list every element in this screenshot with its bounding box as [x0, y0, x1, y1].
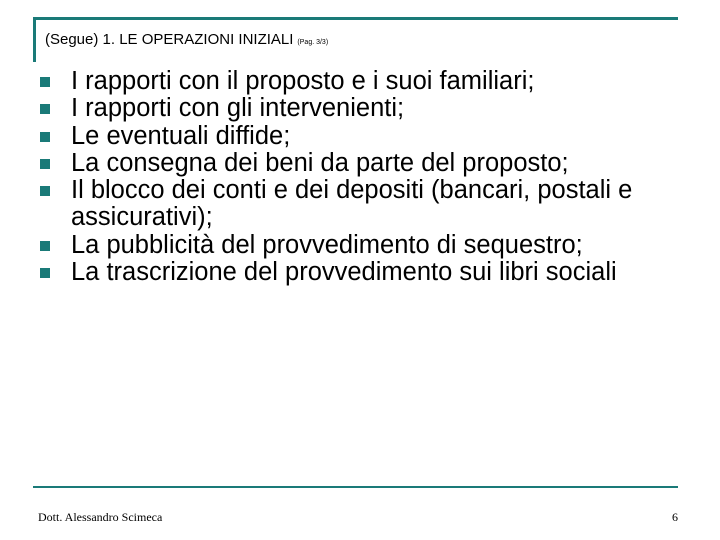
bullet-text: Le eventuali diffide;	[71, 121, 291, 150]
square-bullet-icon	[40, 241, 50, 251]
bullet-text: I rapporti con gli intervenienti;	[71, 94, 405, 123]
square-bullet-icon	[40, 159, 50, 169]
list-item	[40, 68, 700, 95]
title-text: (Segue) 1. LE OPERAZIONI INIZIALI	[45, 31, 294, 48]
bullet-list	[40, 68, 700, 286]
page-number: 6	[672, 510, 678, 524]
square-bullet-icon	[40, 132, 50, 142]
bullet-text: La trascrizione del provvedimento sui libri sociali	[71, 258, 617, 287]
top-frame-line	[33, 17, 678, 20]
list-item	[40, 177, 700, 232]
footer-author: Dott. Alessandro Scimeca	[38, 510, 163, 524]
list-item	[40, 150, 700, 177]
list-item	[40, 232, 700, 259]
square-bullet-icon	[40, 268, 50, 278]
list-item	[40, 259, 700, 286]
square-bullet-icon	[40, 186, 50, 196]
bullet-text: La consegna dei beni da parte del proposto;	[71, 148, 569, 177]
square-bullet-icon	[40, 104, 50, 114]
list-item	[40, 95, 700, 122]
bullet-text: Il blocco dei conti e dei depositi (bancari, postali e assicurativi);	[71, 176, 633, 232]
bullet-text: La pubblicità del provvedimento di sequestro;	[71, 230, 583, 259]
left-frame-line	[33, 17, 36, 62]
slide-title	[45, 31, 328, 48]
list-item	[40, 123, 700, 150]
title-page-ref: (Pag. 3/3)	[297, 39, 329, 46]
square-bullet-icon	[40, 77, 50, 87]
footer-divider	[33, 486, 678, 488]
bullet-text: I rapporti con il proposto e i suoi familiari;	[71, 67, 535, 95]
